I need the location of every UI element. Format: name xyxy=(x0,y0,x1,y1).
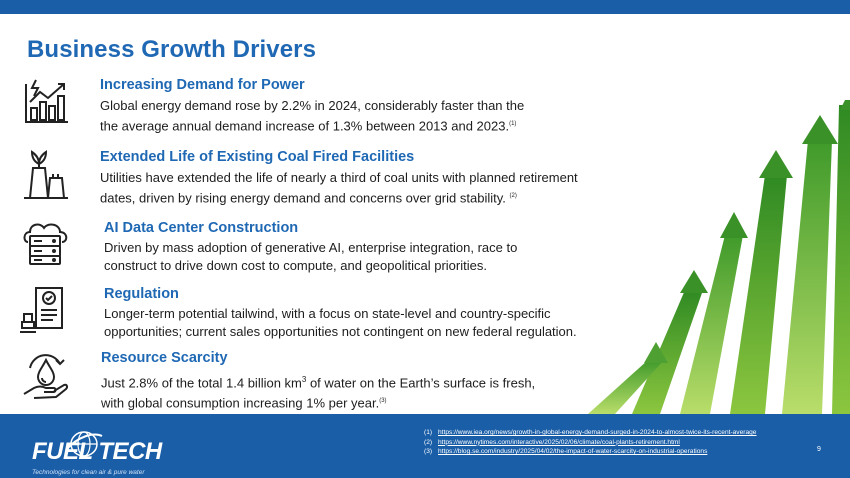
item-heading: Increasing Demand for Power xyxy=(100,77,305,93)
reference-link[interactable]: https://blog.se.com/industry/2025/04/02/the-impact-of-water-scarcity-on-industrial-operations xyxy=(438,448,708,456)
item-body-line: Global energy demand rose by 2.2% in 2024, considerably faster than the xyxy=(100,98,525,113)
item-body-line: construct to drive down cost to compute, and geopolitical priorities. xyxy=(104,258,487,273)
reference-number: (2) xyxy=(424,438,433,446)
footnote-ref: (1) xyxy=(509,121,517,127)
page-title: Business Growth Drivers xyxy=(27,36,317,63)
reference-item xyxy=(424,428,756,438)
arrow-shaft xyxy=(730,175,787,414)
item-heading: Resource Scarcity xyxy=(101,350,228,366)
document-stamp-icon xyxy=(20,284,72,336)
growth-arrows-illustration xyxy=(560,100,850,414)
item-body-line: of water on the Earth’s surface is fresh, xyxy=(306,375,536,391)
arrow-head xyxy=(720,212,748,238)
item-heading: Extended Life of Existing Coal Fired Facilities xyxy=(100,149,415,165)
item-body xyxy=(100,169,578,207)
footnote-ref: (3) xyxy=(379,398,387,405)
item-body-line: with global consumption increasing 1% per year. xyxy=(101,395,380,411)
item-body-line: Utilities have extended the life of nearly a third of coal units with planned retirement xyxy=(100,170,578,185)
chart-lightning-icon xyxy=(20,76,72,128)
item-body xyxy=(104,305,577,341)
arrow-shaft xyxy=(832,105,850,414)
top-brand-bar xyxy=(0,0,850,14)
superscript: 3 xyxy=(301,375,307,384)
reference-item xyxy=(424,447,756,457)
item-heading: AI Data Center Construction xyxy=(104,220,299,236)
arrow-head xyxy=(802,115,838,144)
item-body-line: Longer-term potential tailwind, with a focus on state-level and country-specific xyxy=(104,306,551,321)
water-drop-hand-icon xyxy=(20,350,72,402)
item-body xyxy=(101,371,535,413)
fueltech-logo xyxy=(18,428,198,474)
references-list xyxy=(424,428,756,457)
page-number: 9 xyxy=(817,446,821,453)
power-plant-icon xyxy=(20,148,72,200)
item-body-line: opportunities; current sales opportunities not contingent on new federal regulation. xyxy=(104,324,577,339)
logo-text: FUEL TECH xyxy=(32,438,162,465)
arrow-head xyxy=(759,150,793,178)
item-body-line: the average annual demand increase of 1.3% between 2013 and 2023. xyxy=(100,118,510,134)
cloud-server-icon xyxy=(20,216,72,268)
arrow-shaft xyxy=(782,140,832,414)
item-body xyxy=(100,97,524,135)
item-heading: Regulation xyxy=(104,286,179,302)
reference-number: (1) xyxy=(424,429,433,436)
reference-item xyxy=(424,438,756,448)
item-body xyxy=(104,239,517,275)
logo-tagline: Technologies for clean air & pure water xyxy=(32,469,145,476)
item-body-line: Driven by mass adoption of generative AI, enterprise integration, race to xyxy=(104,240,518,255)
item-body-line: Just 2.8% of the total 1.4 billion km xyxy=(101,375,302,391)
item-body-line: dates, driven by rising energy demand and concerns over grid stability. xyxy=(100,190,506,206)
reference-link[interactable]: https://www.iea.org/news/growth-in-global-energy-demand-surged-in-2024-to-almost-twice-its-recent-average xyxy=(438,429,757,436)
arrow-head xyxy=(680,270,708,293)
reference-number: (3) xyxy=(424,448,433,456)
reference-link[interactable]: https://www.nytimes.com/interactive/2025/02/06/climate/coal-plants-retirement.html xyxy=(438,438,680,446)
footnote-ref: (2) xyxy=(509,193,517,199)
